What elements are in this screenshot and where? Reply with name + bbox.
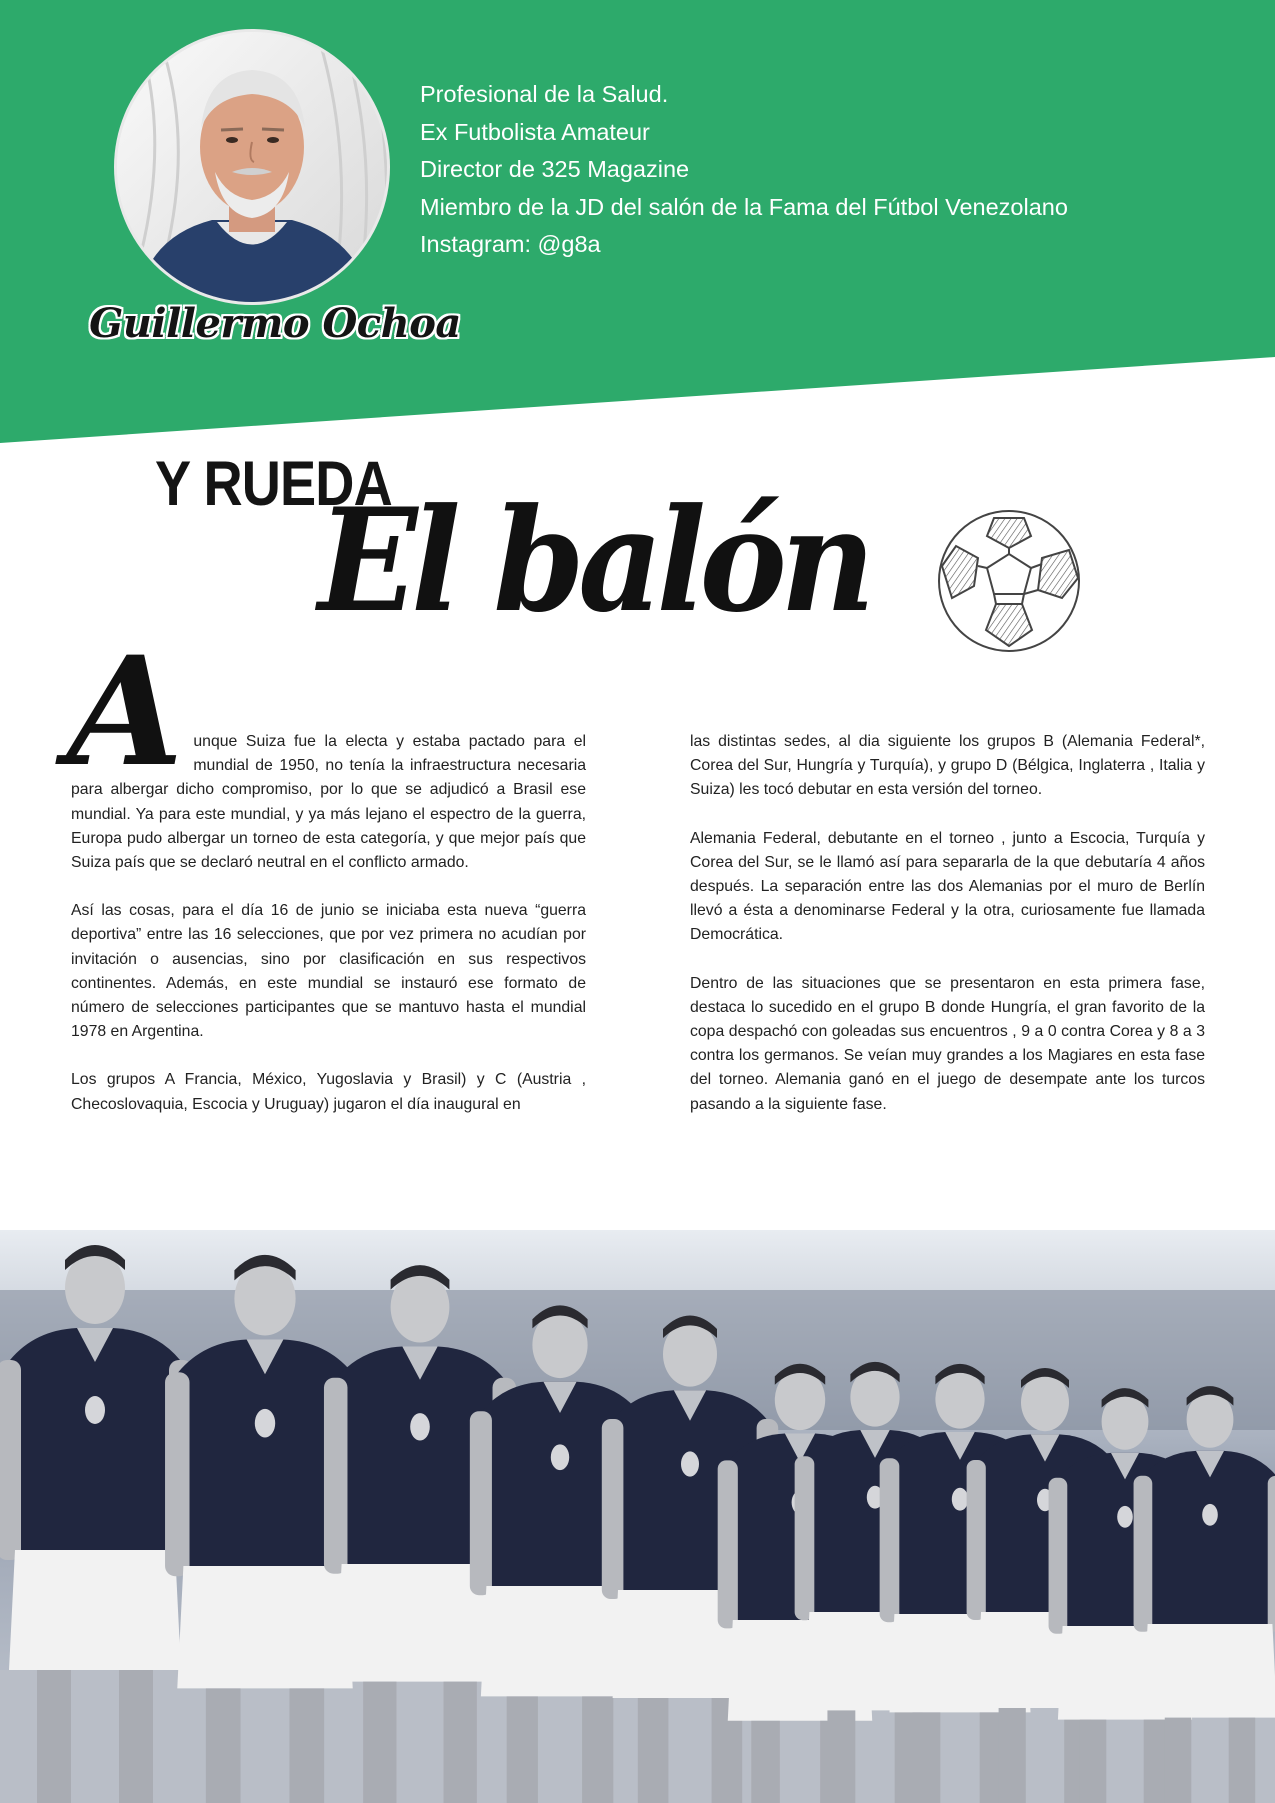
article-paragraph: las distintas sedes, al dia siguiente los grupos B (Alemania Federal*, Corea del Sur, Hungría y Turquía), y grupo D (Bélgica, Inglaterra , Italia y Suiza) les tocó debutar en esta versión del torneo. <box>690 733 1205 799</box>
article-column-right <box>690 730 1205 1141</box>
bio-line: Instagram: @g8a <box>420 231 601 257</box>
team-photo <box>0 1230 1275 1803</box>
author-bio <box>420 76 1068 264</box>
article-paragraph: Dentro de las situaciones que se presentaron en esta primera fase, destaca lo sucedido en el grupo B donde Hungría, el gran favorito de la copa despachó con goleadas sus encuentros , 9 a 0 contra Corea y 8 a 3 contra los germanos. Se veían muy grandes a los Magiares en esta fase del torneo. Alemania ganó en el juego de desempate ante los turcos pasando a la siguiente fase. <box>690 974 1205 1113</box>
article-paragraph <box>67 624 586 875</box>
title-kicker: Y RUEDA <box>155 449 392 519</box>
author-name: Guillermo Ochoa <box>89 300 461 347</box>
article-paragraph: Alemania Federal, debutante en el torneo , junto a Escocia, Turquía y Corea del Sur, se le llamó así para separarla de la que debutaría 4 años después. La separación entre las dos Alemanias por el muro de Berlín llevó a ésta a denominarse Federal y la otra, curiosamente fue llamada Democrática. <box>690 829 1205 944</box>
soccer-ball-icon <box>934 506 1084 656</box>
article-paragraph: Así las cosas, para el día 16 de junio se iniciaba esta nueva “guerra deportiva” entre las 16 selecciones, que por vez primera no acudían por invitación o ausencias, sino por clasificación en sus respectivos continentes. Además, en este mundial se instauró ese formato de número de selecciones participantes que se mantuvo hasta el mundial 1978 en Argentina. <box>71 902 586 1041</box>
bio-line: Profesional de la Salud. <box>420 81 669 107</box>
bio-line: Ex Futbolista Amateur <box>420 118 650 145</box>
page-title: El balón <box>318 478 869 644</box>
team-photo-illustration <box>0 1230 1275 1803</box>
drop-cap: A <box>67 624 184 800</box>
article-paragraph: Los grupos A Francia, México, Yugoslavia y Brasil) y C (Austria , Checoslovaquia, Escocia y Uruguay) jugaron el día inaugural en <box>71 1071 586 1113</box>
bio-line: Miembro de la JD del salón de la Fama del Fútbol Venezolano <box>420 193 1068 220</box>
author-portrait <box>117 32 387 302</box>
portrait-illustration <box>117 32 387 302</box>
article-column-left <box>67 624 586 1141</box>
paragraph-text: unque Suiza fue la electa y estaba pactado para el mundial de 1950, no tenía la infraestructura necesaria para albergar dicho compromiso, por lo que se adjudicó a Brasil ese mundial. Ya para este mundial, y ya más lejano el espectro de la guerra, Europa pudo albergar un torneo de esta categoría, y que mejor país que Suiza país que se declaró neutral en el conflicto armado. <box>71 733 586 872</box>
bio-line: Director de 325 Magazine <box>420 156 690 182</box>
